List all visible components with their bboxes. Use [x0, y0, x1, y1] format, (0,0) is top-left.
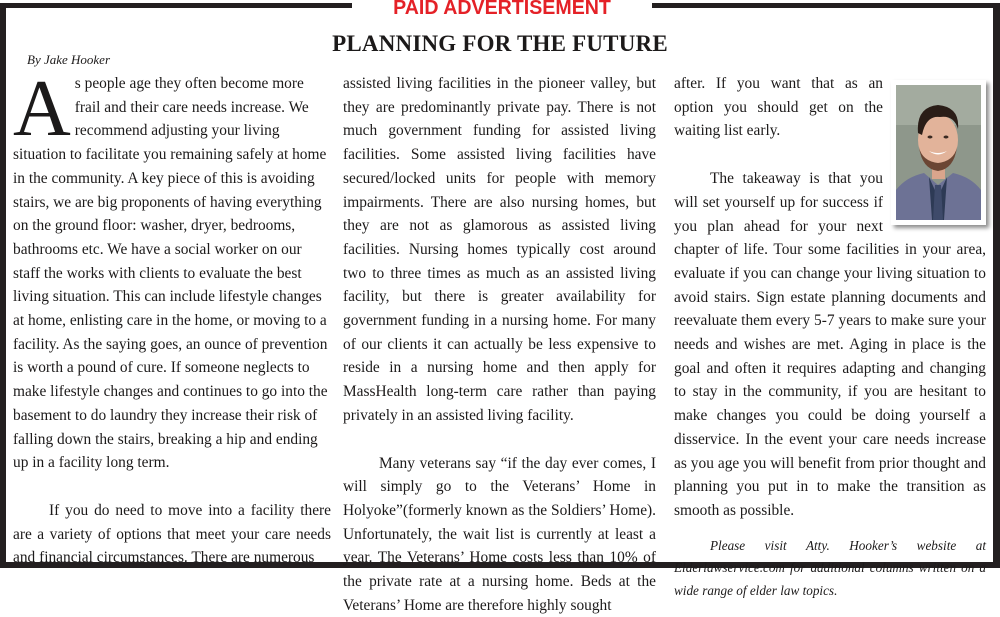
website-note: Please visit Atty. Hooker’s website at Elderlawservice.com for additional columns written on a wide range of elder law topics. — [674, 537, 986, 598]
article-column-3 — [674, 72, 986, 602]
paragraph: s people age they often become more frail and their care needs increase. We recommend adjusting your living situation to facilitate you remaining safely at home in the community. A key piece of this is avoiding stairs, we are big proponents of having everything on the ground floor: washer, dryer, bedrooms, bathrooms etc. We have a social worker on our staff the works with clients to evaluate the best living situation. This can include lifestyle changes at home, enlisting care in the home, or moving to a facility. As the saying goes, an ounce of prevention is worth a pound of cure. If someone neglects to make lifestyle changes and continues to go into the basement to do laundry they increase their risk of falling down the stairs, breaking a hip and ending up in a facility long term. — [13, 75, 328, 472]
article-column-1 — [13, 65, 331, 570]
article-column-2 — [343, 72, 656, 617]
paragraph: Many veterans say “if the day ever comes, I will simply go to the Veterans’ Home in Holyoke”(formerly known as the Soldiers’ Home). Unfortunately, the wait list is currently at least a year. The Veterans’ Home costs less than 10% of the private rate at a nursing home. Beds at the Veterans’ Home are therefore highly sought — [343, 454, 656, 614]
paragraph: assisted living facilities in the pioneer valley, but they are predominantly private pay. There is not much government funding for assisted living facilities. Some assisted living facilities have secured/locked units for people with memory impairments. There are also nursing homes, but they are not as glamorous as assisted living facilities. Nursing homes typically cost around two to three times as much as an assisted living facility, but there is greater availability for government funding in a nursing home. For many of our clients it can actually be less expensive to reside in a nursing home and then apply for MassHealth long-term care rather than paying privately in an assisted living facility. — [343, 75, 656, 424]
paragraph: If you do need to move into a facility there are a variety of options that meet your care needs and financial circumstances. There are numerous — [13, 501, 331, 567]
paid-advertisement-label: PAID ADVERTISEMENT — [393, 0, 611, 19]
author-byline: By Jake Hooker — [27, 52, 111, 67]
drop-cap: A — [13, 65, 71, 153]
article-headline: PLANNING FOR THE FUTURE — [332, 31, 668, 56]
paragraph: after. If you want that as an option you should get on the waiting list early. — [674, 75, 883, 140]
paragraph: The takeaway is that you will set yourself up for success if you plan ahead for your next chapter of life. Tour some facilities in your area, evaluate if you can change your living situation to avoid stairs. Sign estate planning documents and reevaluate them every 5-7 years to make sure your needs and wishes are met. Aging in place is the goal and often it requires adapting and changing to stay in the community, if you are hesitant to make changes you could be doing yourself a disservice. In the event your care needs increase as you age you will benefit from prior thought and planning you put in to make the transition as smooth as possible. — [674, 170, 986, 519]
author-photo — [896, 85, 981, 220]
author-photo-frame — [891, 80, 986, 225]
author-portrait-image — [896, 85, 981, 220]
